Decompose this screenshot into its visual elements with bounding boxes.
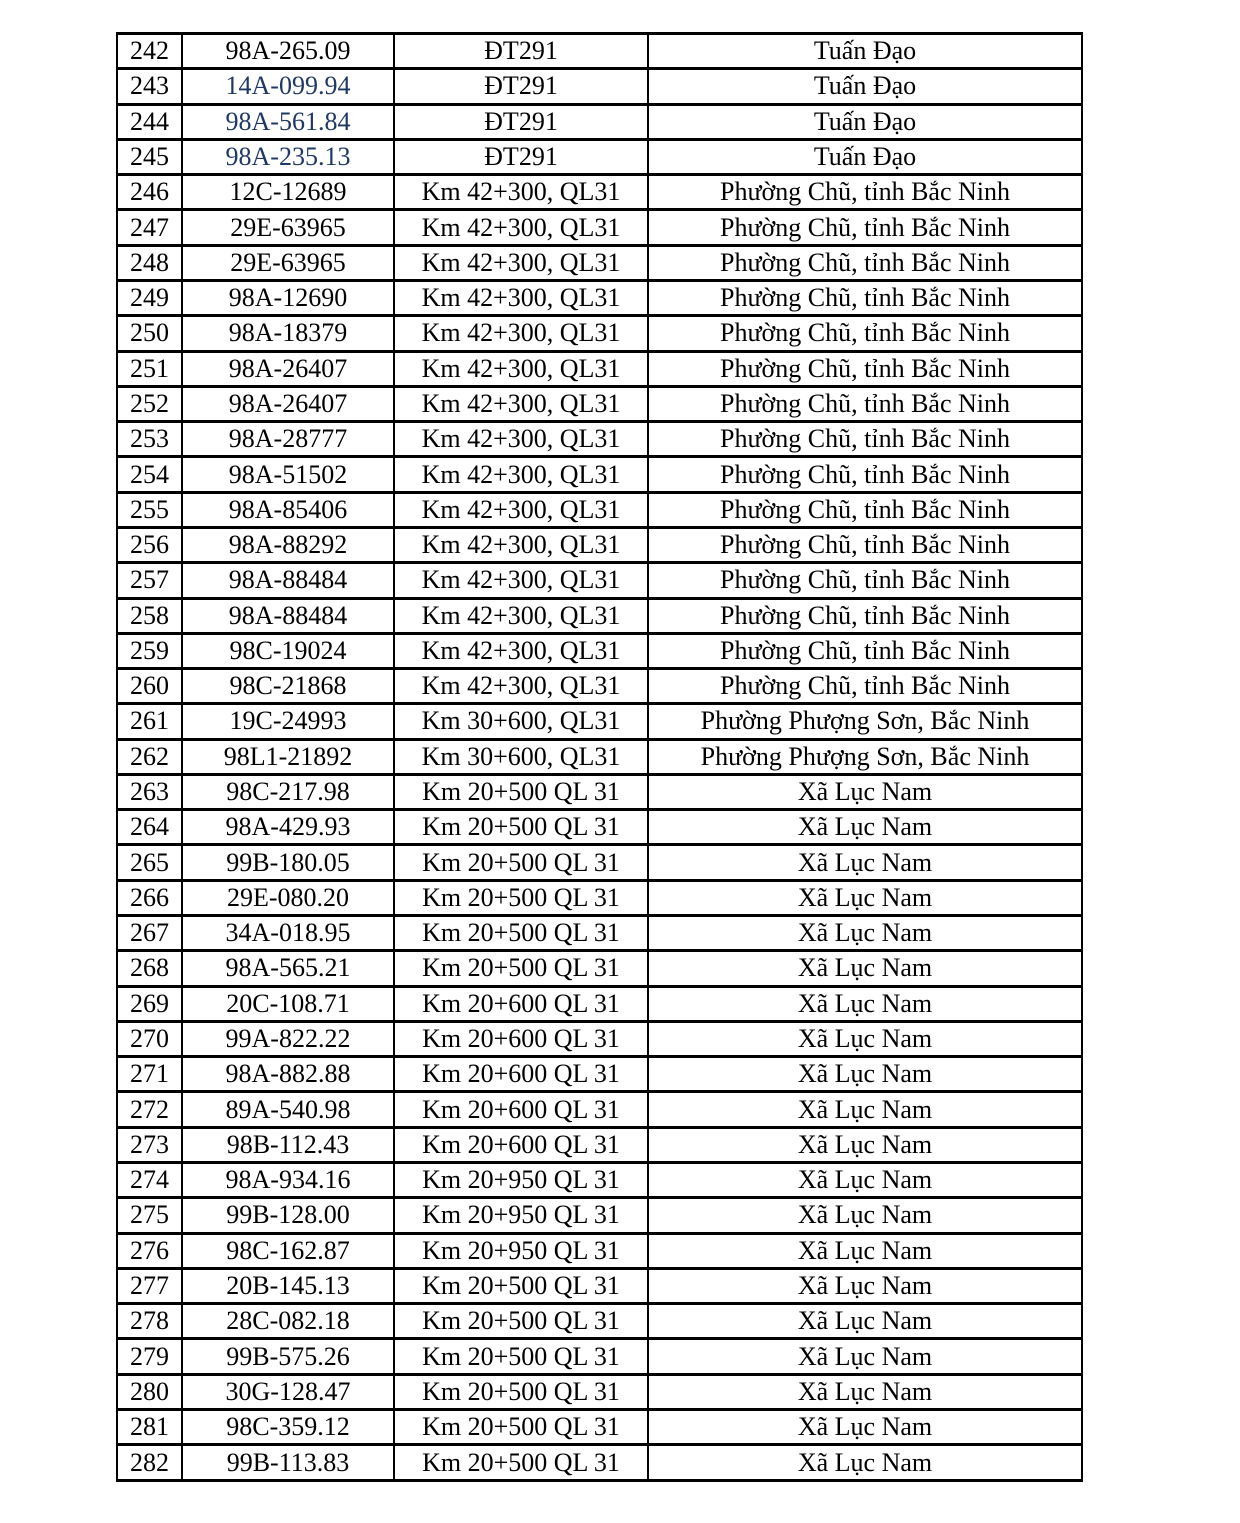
license-plate-cell: 99B-180.05 (182, 845, 394, 880)
place-name-cell: Xã Lục Nam (648, 810, 1082, 845)
place-name-cell: Phường Chũ, tỉnh Bắc Ninh (648, 598, 1082, 633)
table-row (117, 1057, 1082, 1092)
row-number-cell: 277 (117, 1268, 182, 1303)
row-number-cell: 265 (117, 845, 182, 880)
row-number-cell: 249 (117, 280, 182, 315)
license-plate-cell: 98A-26407 (182, 351, 394, 386)
location-cell: Km 42+300, QL31 (394, 316, 648, 351)
location-cell: ĐT291 (394, 139, 648, 174)
license-plate-cell: 99A-822.22 (182, 1021, 394, 1056)
license-plate-cell: 89A-540.98 (182, 1092, 394, 1127)
location-cell: Km 30+600, QL31 (394, 739, 648, 774)
place-name-cell: Phường Chũ, tỉnh Bắc Ninh (648, 316, 1082, 351)
table-row (117, 1092, 1082, 1127)
row-number-cell: 278 (117, 1304, 182, 1339)
place-name-cell: Xã Lục Nam (648, 1021, 1082, 1056)
license-plate-cell: 29E-080.20 (182, 880, 394, 915)
license-plate-cell: 98A-88484 (182, 598, 394, 633)
location-cell: Km 42+300, QL31 (394, 633, 648, 668)
row-number-cell: 243 (117, 69, 182, 104)
table-row (117, 1127, 1082, 1162)
table-row (117, 916, 1082, 951)
row-number-cell: 276 (117, 1233, 182, 1268)
location-cell: Km 42+300, QL31 (394, 351, 648, 386)
table-row (117, 1198, 1082, 1233)
table-row (117, 1445, 1082, 1481)
place-name-cell: Xã Lục Nam (648, 1409, 1082, 1444)
location-cell: ĐT291 (394, 104, 648, 139)
license-plate-cell: 98A-12690 (182, 280, 394, 315)
place-name-cell: Phường Phượng Sơn, Bắc Ninh (648, 739, 1082, 774)
license-plate-cell: 98A-28777 (182, 422, 394, 457)
place-name-cell: Tuấn Đạo (648, 139, 1082, 174)
location-cell: Km 42+300, QL31 (394, 386, 648, 421)
row-number-cell: 246 (117, 175, 182, 210)
table-row (117, 1268, 1082, 1303)
table-row (117, 316, 1082, 351)
table-row (117, 951, 1082, 986)
license-plate-cell: 99B-575.26 (182, 1339, 394, 1374)
location-cell: Km 42+300, QL31 (394, 527, 648, 562)
location-cell: Km 20+600 QL 31 (394, 1127, 648, 1162)
license-plate-cell: 98L1-21892 (182, 739, 394, 774)
place-name-cell: Xã Lục Nam (648, 1163, 1082, 1198)
row-number-cell: 270 (117, 1021, 182, 1056)
row-number-cell: 253 (117, 422, 182, 457)
row-number-cell: 275 (117, 1198, 182, 1233)
table-row (117, 880, 1082, 915)
license-plate-cell: 98A-88292 (182, 527, 394, 562)
location-cell: Km 20+500 QL 31 (394, 1445, 648, 1481)
location-cell: Km 20+600 QL 31 (394, 1092, 648, 1127)
row-number-cell: 266 (117, 880, 182, 915)
table-row (117, 1021, 1082, 1056)
location-cell: Km 20+500 QL 31 (394, 951, 648, 986)
license-plate-cell: 98A-51502 (182, 457, 394, 492)
location-cell: ĐT291 (394, 69, 648, 104)
place-name-cell: Phường Chũ, tỉnh Bắc Ninh (648, 280, 1082, 315)
place-name-cell: Xã Lục Nam (648, 1304, 1082, 1339)
row-number-cell: 247 (117, 210, 182, 245)
row-number-cell: 279 (117, 1339, 182, 1374)
row-number-cell: 272 (117, 1092, 182, 1127)
table-row (117, 739, 1082, 774)
license-plate-cell: 98A-26407 (182, 386, 394, 421)
row-number-cell: 274 (117, 1163, 182, 1198)
table-row (117, 1163, 1082, 1198)
license-plate-cell: 98C-217.98 (182, 774, 394, 809)
license-plate-cell: 12C-12689 (182, 175, 394, 210)
location-cell: Km 20+500 QL 31 (394, 1268, 648, 1303)
row-number-cell: 256 (117, 527, 182, 562)
table-row (117, 633, 1082, 668)
table-row (117, 492, 1082, 527)
location-cell: Km 20+500 QL 31 (394, 845, 648, 880)
license-plate-cell: 98C-162.87 (182, 1233, 394, 1268)
location-cell: Km 20+500 QL 31 (394, 1409, 648, 1444)
place-name-cell: Phường Phượng Sơn, Bắc Ninh (648, 704, 1082, 739)
table-row (117, 810, 1082, 845)
license-plate-cell: 98A-265.09 (182, 34, 394, 69)
table-row (117, 774, 1082, 809)
place-name-cell: Phường Chũ, tỉnh Bắc Ninh (648, 669, 1082, 704)
row-number-cell: 281 (117, 1409, 182, 1444)
table-row (117, 563, 1082, 598)
row-number-cell: 242 (117, 34, 182, 69)
place-name-cell: Tuấn Đạo (648, 104, 1082, 139)
location-cell: Km 20+500 QL 31 (394, 1304, 648, 1339)
row-number-cell: 282 (117, 1445, 182, 1481)
location-cell: Km 20+950 QL 31 (394, 1198, 648, 1233)
row-number-cell: 273 (117, 1127, 182, 1162)
table-row (117, 139, 1082, 174)
table-row (117, 457, 1082, 492)
location-cell: ĐT291 (394, 34, 648, 69)
license-plate-cell: 20C-108.71 (182, 986, 394, 1021)
table-row (117, 351, 1082, 386)
row-number-cell: 252 (117, 386, 182, 421)
license-plate-cell: 98A-88484 (182, 563, 394, 598)
place-name-cell: Phường Chũ, tỉnh Bắc Ninh (648, 422, 1082, 457)
table-row (117, 669, 1082, 704)
location-cell: Km 42+300, QL31 (394, 598, 648, 633)
license-plate-cell: 99B-128.00 (182, 1198, 394, 1233)
place-name-cell: Xã Lục Nam (648, 986, 1082, 1021)
row-number-cell: 268 (117, 951, 182, 986)
location-cell: Km 42+300, QL31 (394, 175, 648, 210)
license-plate-cell: 14A-099.94 (182, 69, 394, 104)
license-plate-cell: 98C-359.12 (182, 1409, 394, 1444)
row-number-cell: 258 (117, 598, 182, 633)
location-cell: Km 42+300, QL31 (394, 422, 648, 457)
place-name-cell: Xã Lục Nam (648, 1127, 1082, 1162)
row-number-cell: 251 (117, 351, 182, 386)
row-number-cell: 245 (117, 139, 182, 174)
license-plate-cell: 19C-24993 (182, 704, 394, 739)
place-name-cell: Xã Lục Nam (648, 1374, 1082, 1409)
location-cell: Km 20+500 QL 31 (394, 1374, 648, 1409)
location-cell: Km 20+600 QL 31 (394, 986, 648, 1021)
license-plate-cell: 29E-63965 (182, 210, 394, 245)
place-name-cell: Xã Lục Nam (648, 951, 1082, 986)
table-row (117, 845, 1082, 880)
location-cell: Km 20+500 QL 31 (394, 810, 648, 845)
table-row (117, 210, 1082, 245)
location-cell: Km 30+600, QL31 (394, 704, 648, 739)
place-name-cell: Phường Chũ, tỉnh Bắc Ninh (648, 492, 1082, 527)
license-plate-cell: 98A-18379 (182, 316, 394, 351)
table-row (117, 1339, 1082, 1374)
place-name-cell: Xã Lục Nam (648, 880, 1082, 915)
row-number-cell: 264 (117, 810, 182, 845)
place-name-cell: Tuấn Đạo (648, 34, 1082, 69)
table-row (117, 1409, 1082, 1444)
row-number-cell: 260 (117, 669, 182, 704)
table-row (117, 175, 1082, 210)
place-name-cell: Xã Lục Nam (648, 1092, 1082, 1127)
license-plate-cell: 98A-235.13 (182, 139, 394, 174)
location-cell: Km 20+950 QL 31 (394, 1163, 648, 1198)
row-number-cell: 248 (117, 245, 182, 280)
license-plate-cell: 99B-113.83 (182, 1445, 394, 1481)
row-number-cell: 244 (117, 104, 182, 139)
table-row (117, 1233, 1082, 1268)
table-row (117, 704, 1082, 739)
location-cell: Km 42+300, QL31 (394, 245, 648, 280)
table-row (117, 1304, 1082, 1339)
license-plate-cell: 98A-561.84 (182, 104, 394, 139)
place-name-cell: Phường Chũ, tỉnh Bắc Ninh (648, 386, 1082, 421)
location-cell: Km 42+300, QL31 (394, 210, 648, 245)
license-plate-cell: 28C-082.18 (182, 1304, 394, 1339)
place-name-cell: Phường Chũ, tỉnh Bắc Ninh (648, 563, 1082, 598)
row-number-cell: 261 (117, 704, 182, 739)
license-plate-cell: 98A-882.88 (182, 1057, 394, 1092)
location-cell: Km 20+500 QL 31 (394, 916, 648, 951)
place-name-cell: Xã Lục Nam (648, 916, 1082, 951)
place-name-cell: Xã Lục Nam (648, 1198, 1082, 1233)
place-name-cell: Xã Lục Nam (648, 774, 1082, 809)
license-plate-cell: 30G-128.47 (182, 1374, 394, 1409)
place-name-cell: Phường Chũ, tỉnh Bắc Ninh (648, 245, 1082, 280)
table-row (117, 245, 1082, 280)
table-row (117, 598, 1082, 633)
row-number-cell: 257 (117, 563, 182, 598)
location-cell: Km 42+300, QL31 (394, 457, 648, 492)
location-cell: Km 20+500 QL 31 (394, 774, 648, 809)
location-cell: Km 20+500 QL 31 (394, 880, 648, 915)
place-name-cell: Xã Lục Nam (648, 1339, 1082, 1374)
location-cell: Km 20+600 QL 31 (394, 1021, 648, 1056)
license-plate-cell: 98A-85406 (182, 492, 394, 527)
row-number-cell: 280 (117, 1374, 182, 1409)
row-number-cell: 254 (117, 457, 182, 492)
place-name-cell: Tuấn Đạo (648, 69, 1082, 104)
location-cell: Km 42+300, QL31 (394, 563, 648, 598)
place-name-cell: Phường Chũ, tỉnh Bắc Ninh (648, 457, 1082, 492)
row-number-cell: 271 (117, 1057, 182, 1092)
location-cell: Km 42+300, QL31 (394, 492, 648, 527)
location-cell: Km 42+300, QL31 (394, 669, 648, 704)
license-plate-cell: 20B-145.13 (182, 1268, 394, 1303)
place-name-cell: Xã Lục Nam (648, 1233, 1082, 1268)
vehicle-records-table (116, 32, 1083, 1482)
location-cell: Km 42+300, QL31 (394, 280, 648, 315)
location-cell: Km 20+500 QL 31 (394, 1339, 648, 1374)
license-plate-cell: 98A-934.16 (182, 1163, 394, 1198)
place-name-cell: Phường Chũ, tỉnh Bắc Ninh (648, 527, 1082, 562)
row-number-cell: 267 (117, 916, 182, 951)
row-number-cell: 269 (117, 986, 182, 1021)
row-number-cell: 250 (117, 316, 182, 351)
license-plate-cell: 98C-21868 (182, 669, 394, 704)
license-plate-cell: 98C-19024 (182, 633, 394, 668)
table-row (117, 386, 1082, 421)
place-name-cell: Phường Chũ, tỉnh Bắc Ninh (648, 351, 1082, 386)
table-row (117, 527, 1082, 562)
place-name-cell: Xã Lục Nam (648, 1268, 1082, 1303)
row-number-cell: 255 (117, 492, 182, 527)
license-plate-cell: 34A-018.95 (182, 916, 394, 951)
place-name-cell: Xã Lục Nam (648, 845, 1082, 880)
table-row (117, 34, 1082, 69)
table-row (117, 104, 1082, 139)
table-row (117, 422, 1082, 457)
row-number-cell: 262 (117, 739, 182, 774)
license-plate-cell: 98B-112.43 (182, 1127, 394, 1162)
table-row (117, 1374, 1082, 1409)
place-name-cell: Phường Chũ, tỉnh Bắc Ninh (648, 210, 1082, 245)
location-cell: Km 20+950 QL 31 (394, 1233, 648, 1268)
table-row (117, 280, 1082, 315)
place-name-cell: Xã Lục Nam (648, 1445, 1082, 1481)
row-number-cell: 263 (117, 774, 182, 809)
place-name-cell: Xã Lục Nam (648, 1057, 1082, 1092)
location-cell: Km 20+600 QL 31 (394, 1057, 648, 1092)
records-table-body (117, 34, 1082, 1481)
table-row (117, 986, 1082, 1021)
license-plate-cell: 98A-429.93 (182, 810, 394, 845)
license-plate-cell: 29E-63965 (182, 245, 394, 280)
license-plate-cell: 98A-565.21 (182, 951, 394, 986)
table-row (117, 69, 1082, 104)
place-name-cell: Phường Chũ, tỉnh Bắc Ninh (648, 633, 1082, 668)
row-number-cell: 259 (117, 633, 182, 668)
place-name-cell: Phường Chũ, tỉnh Bắc Ninh (648, 175, 1082, 210)
